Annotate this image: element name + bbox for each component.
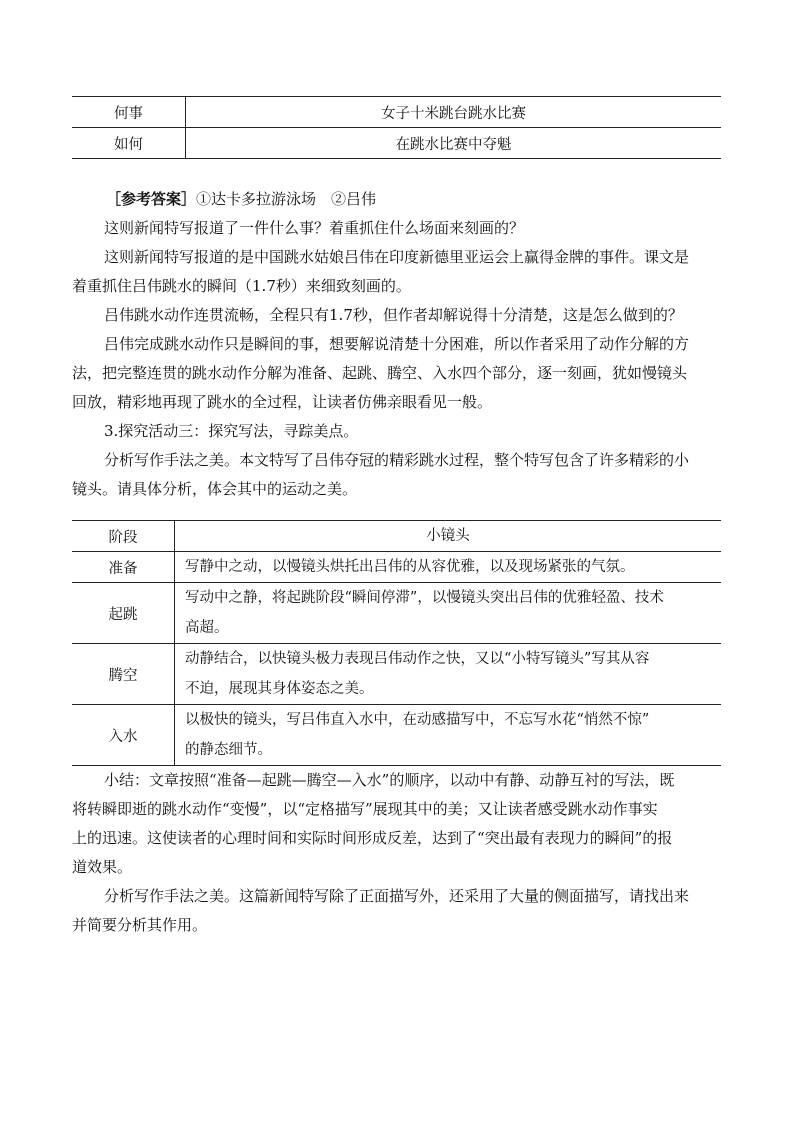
header-stage: 阶段 [72,521,175,552]
question-1: 这则新闻特写报道了一件什么事？着重抓住什么场面来刻画的？ [104,219,525,237]
text-block-1 [72,185,732,504]
table-row [72,583,721,644]
table-header-row [72,521,721,552]
answer-1-line-2: 着重抓住吕伟跳水的瞬间（1.7秒）来细致刻画的。 [72,277,411,295]
answer-paragraph [72,185,732,214]
question-2: 吕伟跳水动作连贯流畅，全程只有1.7秒，但作者却解说得十分清楚，这是怎么做到的？ [104,306,683,324]
shots-table [72,520,721,766]
table-row [72,128,721,159]
answer-label: ［参考答案］ [106,190,197,208]
summary-line-4: 道效果。 [72,858,133,876]
summary-table [72,96,721,159]
desc-line: 写动中之静，将起跳阶段“瞬间停滞”，以慢镜头突出吕伟的优雅轻盈、技术 [185,590,664,606]
table-row [72,705,721,766]
intro-line-1: 分析写作手法之美。本文特写了吕伟夺冠的精彩跳水过程，整个特写包含了许多精彩的小 [104,451,690,469]
table-row [72,644,721,705]
answer-1-line-1: 这则新闻特写报道的是中国跳水姑娘吕伟在印度新德里亚运会上赢得金牌的事件。课文是 [104,248,690,266]
row-label: 如何 [72,128,186,159]
desc-line: 写静中之动，以慢镜头烘托出吕伟的从容优雅，以及现场紧张的气氛。 [185,559,635,575]
summary-line-1: 小结：文章按照“准备—起跳—腾空—入水”的顺序，以动中有静、动静互衬的写法，既 [104,771,675,789]
question-3-line-2: 并简要分析其作用。 [72,916,208,934]
desc-cell [175,552,722,583]
table-row [72,552,721,583]
summary-line-2: 将转瞬即逝的跳水动作“变慢”，以“定格描写”展现其中的美；又让读者感受跳水动作事实 [72,800,658,818]
stage-cell: 入水 [72,705,175,766]
intro-line-2: 镜头。请具体分析，体会其中的运动之美。 [72,480,358,498]
stage-cell: 起跳 [72,583,175,644]
row-value: 女子十米跳台跳水比赛 [186,97,722,128]
desc-cell [175,644,722,705]
answer-text: ①达卡多拉游泳场 ②吕伟 [196,190,377,208]
table-row [72,97,721,128]
activity-heading: 3.探究活动三：探究写法，寻踪美点。 [104,422,359,440]
desc-line: 以极快的镜头，写吕伟直入水中，在动感描写中，不忘写水花“悄然不惊” [185,712,650,728]
question-3-line-1: 分析写作手法之美。这篇新闻特写除了正面描写外，还采用了大量的侧面描写，请找出来 [104,887,690,905]
answer-2-line-1: 吕伟完成跳水动作只是瞬间的事，想要解说清楚十分困难，所以作者采用了动作分解的方 [104,335,690,353]
answer-2-line-2: 法，把完整连贯的跳水动作分解为准备、起跳、腾空、入水四个部分，逐一刻画，犹如慢镜头 [72,364,688,382]
header-desc: 小镜头 [175,521,722,552]
desc-line: 的静态细节。 [185,742,272,758]
desc-cell [175,583,722,644]
text-block-2 [72,766,732,940]
desc-line: 动静结合，以快镜头极力表现吕伟动作之快，又以“小特写镜头”写其从容 [185,651,650,667]
answer-2-line-3: 回放，精彩地再现了跳水的全过程，让读者仿佛亲眼看见一般。 [72,393,493,411]
desc-line: 高超。 [185,620,229,636]
row-value: 在跳水比赛中夺魁 [186,128,722,159]
stage-cell: 腾空 [72,644,175,705]
summary-line-3: 上的迅速。这使读者的心理时间和实际时间形成反差，达到了“突出最有表现力的瞬间”的报 [72,829,673,847]
desc-cell [175,705,722,766]
desc-line: 不迫，展现其身体姿态之美。 [185,681,374,697]
stage-cell: 准备 [72,552,175,583]
row-label: 何事 [72,97,186,128]
